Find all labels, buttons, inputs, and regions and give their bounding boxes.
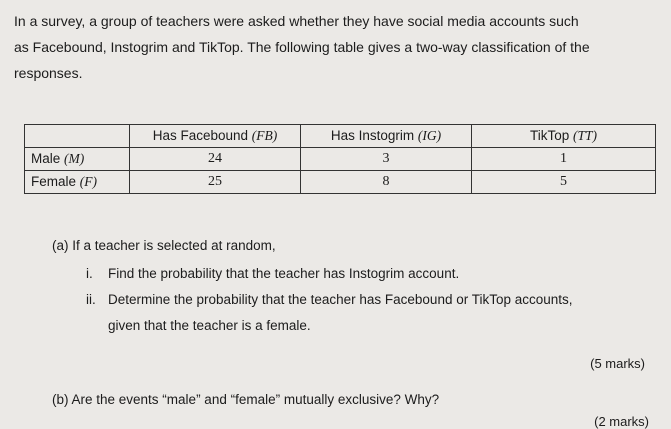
question-a-item-ii — [86, 292, 573, 307]
marks-label-a: (5 marks) — [590, 356, 645, 371]
header-facebound: Has Facebound (FB) — [130, 125, 301, 148]
roman-numeral: ii. — [86, 292, 96, 307]
cell-female-fb: 25 — [130, 171, 301, 194]
cell-male-tt: 1 — [472, 148, 656, 171]
cell-female-ig: 8 — [301, 171, 472, 194]
intro-paragraph — [14, 8, 662, 86]
cell-female-tt: 5 — [472, 171, 656, 194]
question-a-stem: (a) If a teacher is selected at random, — [52, 238, 276, 253]
intro-line-3: responses. — [14, 65, 83, 81]
question-text: Determine the probability that the teacher has Facebound or TikTop accounts, — [108, 292, 573, 307]
question-a-item-i — [86, 266, 459, 281]
intro-line-2: as Facebound, Instogrim and TikTop. The following table gives a two-way classification of the — [14, 39, 590, 55]
intro-line-1: In a survey, a group of teachers were asked whether they have social media accounts such — [14, 13, 579, 29]
cell-male-fb: 24 — [130, 148, 301, 171]
table-row — [25, 171, 656, 194]
header-tiktop: TikTop (TT) — [472, 125, 656, 148]
marks-label-b: (2 marks) — [594, 414, 649, 429]
header-instogrim: Has Instogrim (IG) — [301, 125, 472, 148]
table-row — [25, 148, 656, 171]
table-header-row — [25, 125, 656, 148]
header-corner-cell — [25, 125, 130, 148]
cell-male-ig: 3 — [301, 148, 472, 171]
row-label-female: Female (F) — [25, 171, 130, 194]
two-way-table — [24, 124, 656, 194]
roman-numeral: i. — [86, 266, 93, 281]
question-a-item-ii-continued: given that the teacher is a female. — [108, 318, 311, 333]
question-b: (b) Are the events “male” and “female” mutually exclusive? Why? — [52, 392, 440, 407]
row-label-male: Male (M) — [25, 148, 130, 171]
question-text: Find the probability that the teacher has Instogrim account. — [108, 266, 460, 281]
